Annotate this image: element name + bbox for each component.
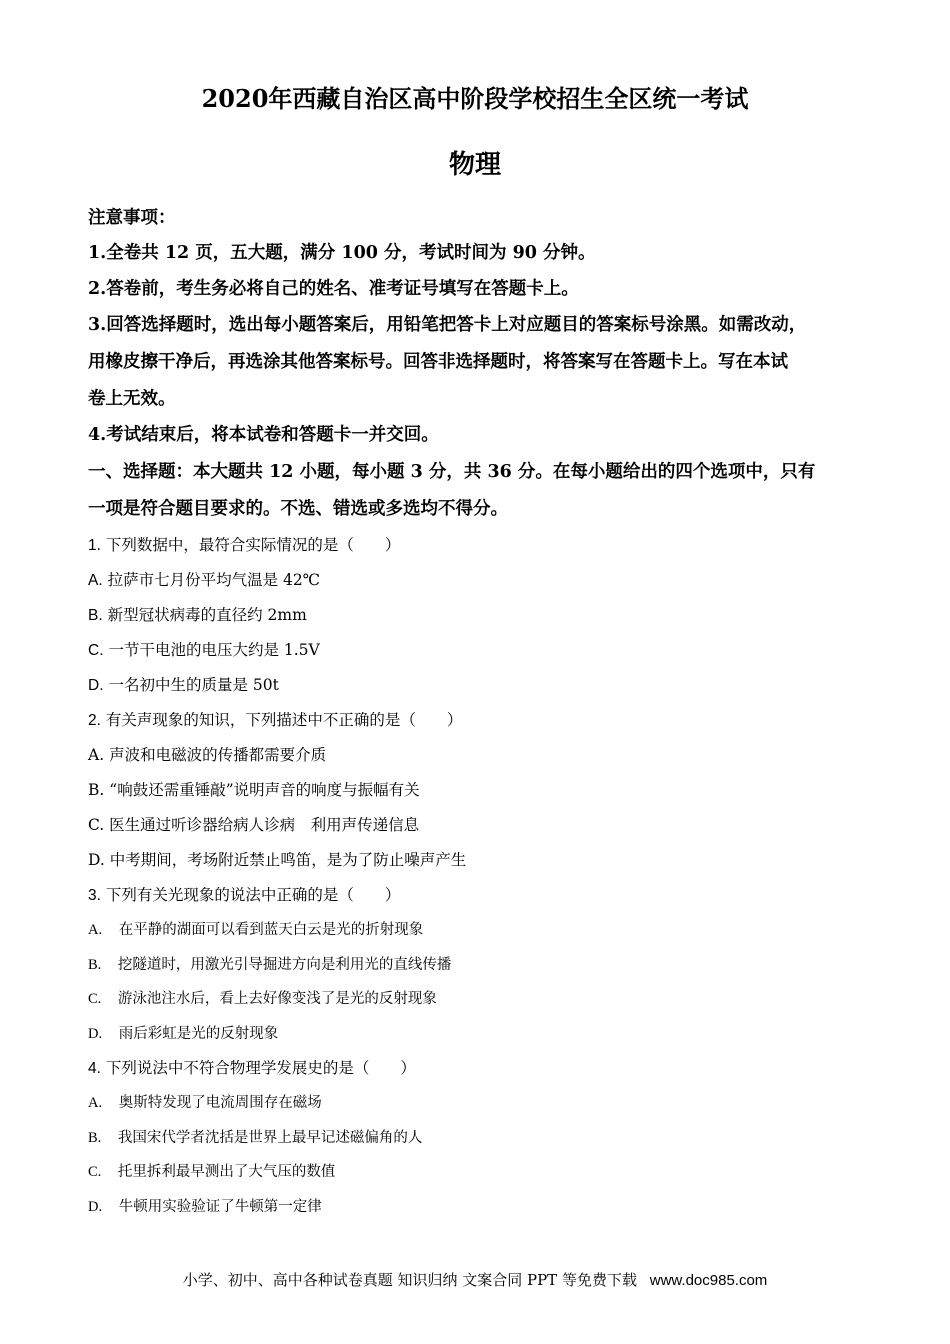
question-stem xyxy=(88,1057,416,1080)
option xyxy=(88,744,326,766)
option-text: 奥斯特发现了电流周围存在磁场 xyxy=(118,1095,322,1111)
option xyxy=(88,814,419,836)
option-label: B. xyxy=(88,957,102,973)
option-text: 游泳池注水后，看上去好像变浅了是光的反射现象 xyxy=(117,991,437,1007)
option-label: D. xyxy=(88,677,104,694)
option-label: A. xyxy=(88,746,105,764)
notes-heading: 注意事项： xyxy=(88,208,176,228)
option-text: 声波和电磁波的传播都需要介质 xyxy=(109,746,327,764)
option xyxy=(88,849,466,871)
question-stem xyxy=(88,884,400,907)
question-number: 2. xyxy=(88,712,101,729)
option xyxy=(88,569,320,592)
question-text: 下列说法中不符合物理学发展史的是（ ） xyxy=(105,1059,416,1077)
option xyxy=(88,954,451,976)
option-text: 我国宋代学者沈括是世界上最早记述磁偏角的人 xyxy=(117,1130,423,1146)
option-label: C. xyxy=(88,991,102,1007)
question-number: 3. xyxy=(88,887,101,904)
option xyxy=(88,988,437,1010)
option-label: A. xyxy=(88,572,103,589)
option xyxy=(88,604,307,627)
option-label: A. xyxy=(88,922,103,938)
option-label: C. xyxy=(88,1164,102,1180)
notes-item: 1.全卷共 12 页，五大题，满分 100 分，考试时间为 90 分钟。 xyxy=(88,243,596,263)
option-text: 一节干电池的电压大约是 1.5V xyxy=(108,641,320,659)
subject-title: 物理 xyxy=(448,150,501,180)
section-line: 一、选择题：本大题共 12 小题，每小题 3 分，共 36 分。在每小题给出的四个选项中，只有 xyxy=(88,462,816,482)
notes-item: 卷上无效。 xyxy=(88,389,176,409)
question-number: 4. xyxy=(88,1060,101,1077)
option-label: D. xyxy=(88,851,105,869)
option-text: “响鼓还需重锤敲”说明声音的响度与振幅有关 xyxy=(109,781,420,799)
exam-title: 2020年西藏自治区高中阶段学校招生全区统一考试 xyxy=(201,84,749,113)
notes-item: 用橡皮擦干净后，再选涂其他答案标号。回答非选择题时，将答案写在答题卡上。写在本试 xyxy=(88,352,788,372)
option xyxy=(88,1127,422,1149)
question-number: 1. xyxy=(88,537,101,554)
question-stem xyxy=(88,534,400,557)
option-text: 在平静的湖面可以看到蓝天白云是光的折射现象 xyxy=(118,922,424,938)
option-text: 新型冠状病毒的直径约 2mm xyxy=(107,606,307,624)
notes-item: 4.考试结束后，将本试卷和答题卡一并交回。 xyxy=(88,425,439,445)
page-footer xyxy=(0,1270,950,1291)
footer-text: 小学、初中、高中各种试卷真题 知识归纳 文案合同 PPT 等免费下载 xyxy=(182,1271,637,1289)
option-text: 挖隧道时，用激光引导掘进方向是利用光的直线传播 xyxy=(117,957,452,973)
option xyxy=(88,779,420,801)
option xyxy=(88,1023,278,1045)
option xyxy=(88,639,320,662)
question-text: 有关声现象的知识，下列描述中不正确的是（ ） xyxy=(105,711,463,729)
option-text: 牛顿用实验验证了牛顿第一定律 xyxy=(118,1199,322,1215)
notes-item: 3.回答选择题时，选出每小题答案后，用铅笔把答卡上对应题目的答案标号涂黑。如需改动， xyxy=(88,315,807,335)
option xyxy=(88,1196,322,1218)
section-line: 一项是符合题目要求的。不选、错选或多选均不得分。 xyxy=(88,499,508,519)
question-stem xyxy=(88,709,462,732)
option-text: 雨后彩虹是光的反射现象 xyxy=(118,1026,279,1042)
option-label: D. xyxy=(88,1026,103,1042)
option xyxy=(88,1161,335,1183)
option-label: C. xyxy=(88,816,105,834)
option-label: C. xyxy=(88,642,104,659)
footer-link[interactable]: www.doc985.com xyxy=(649,1272,768,1289)
question-text: 下列数据中，最符合实际情况的是（ ） xyxy=(105,536,401,554)
option xyxy=(88,1092,322,1114)
option-text: 拉萨市七月份平均气温是 42℃ xyxy=(107,571,321,589)
option-text: 一名初中生的质量是 50t xyxy=(108,676,279,694)
option xyxy=(88,919,423,941)
notes-item: 2.答卷前，考生务必将自己的姓名、准考证号填写在答题卡上。 xyxy=(88,279,579,299)
option-text: 托里拆利最早测出了大气压的数值 xyxy=(117,1164,336,1180)
option-label: B. xyxy=(88,607,103,624)
option-label: A. xyxy=(88,1095,103,1111)
option-text: 医生通过听诊器给病人诊病 利用声传递信息 xyxy=(109,816,420,834)
option xyxy=(88,674,279,697)
option-label: D. xyxy=(88,1199,103,1215)
question-text: 下列有关光现象的说法中正确的是（ ） xyxy=(105,886,401,904)
option-text: 中考期间，考场附近禁止鸣笛，是为了防止噪声产生 xyxy=(109,851,467,869)
option-label: B. xyxy=(88,781,105,799)
option-label: B. xyxy=(88,1130,102,1146)
